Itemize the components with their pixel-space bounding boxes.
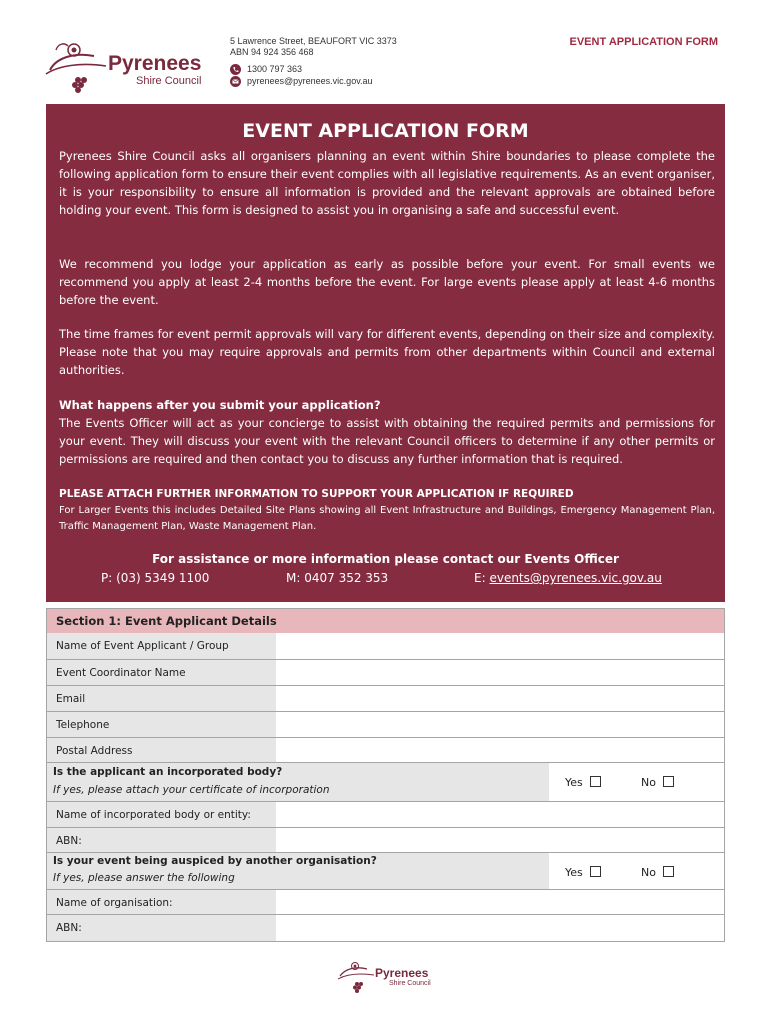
incorporated-row [46, 763, 725, 802]
incorporated-yes[interactable]: Yes [565, 776, 601, 789]
info-banner [46, 104, 725, 602]
postal-label: Postal Address [56, 745, 133, 757]
postal-field[interactable] [276, 738, 725, 762]
checkbox-icon[interactable] [663, 866, 674, 877]
abn-label: ABN: [56, 835, 82, 847]
timeframe-paragraph: The time frames for event permit approvals will vary for different events, depending on their size and complexity. Please note that you may require approvals and permits from other departments within Council and external authorities. [59, 327, 715, 377]
incorporated-question: Is the applicant an incorporated body? [53, 766, 283, 778]
larger-events-paragraph: For Larger Events this includes Detailed Site Plans showing all Event Infrastructure and Buildings, Emergency Management Plan, Traffic Management Plan, Waste Management Plan. [59, 505, 715, 532]
email-field[interactable] [276, 686, 725, 711]
section1-form [46, 608, 725, 942]
grapevine-logo-icon [337, 960, 375, 996]
coordinator-row [46, 660, 725, 686]
address-line-1: 5 Lawrence Street, BEAUFORT VIC 3373 [230, 36, 397, 46]
checkbox-icon[interactable] [590, 776, 601, 787]
footer-logo-name: Pyrenees [375, 966, 429, 980]
logo-name: Pyrenees [108, 52, 202, 75]
officer-mobile: M: 0407 352 353 [286, 571, 389, 585]
auspice-question: Is your event being auspiced by another organisation? [53, 855, 377, 867]
auspice-no[interactable]: No [641, 866, 674, 879]
telephone-field[interactable] [276, 712, 725, 737]
incorporated-name-row [46, 802, 725, 828]
abn2-label: ABN: [56, 922, 82, 934]
footer-logo-subtitle: Shire Council [389, 980, 431, 987]
email-text: pyrenees@pyrenees.vic.gov.au [247, 76, 373, 86]
abn2-row [46, 915, 725, 942]
email-row [46, 686, 725, 712]
auspice-yes[interactable]: Yes [565, 866, 601, 879]
email-label: Email [56, 693, 86, 705]
org-name-field[interactable] [276, 890, 725, 914]
abn-row [46, 828, 725, 853]
org-name-row [46, 890, 725, 915]
org-name-label: Name of organisation: [56, 897, 173, 909]
grapevine-logo-icon [44, 40, 108, 98]
applicant-name-label: Name of Event Applicant / Group [56, 640, 229, 652]
after-submit-heading: What happens after you submit your application? [59, 398, 381, 412]
header-form-title: EVENT APPLICATION FORM [569, 36, 718, 48]
logo-subtitle: Shire Council [136, 75, 202, 87]
abn2-field[interactable] [276, 915, 725, 941]
auspice-row [46, 853, 725, 890]
email-icon [230, 76, 241, 87]
officer-email [474, 571, 662, 585]
applicant-name-field[interactable] [276, 633, 725, 659]
footer-logo [337, 960, 437, 996]
incorporated-no[interactable]: No [641, 776, 674, 789]
telephone-row [46, 712, 725, 738]
phone-text: 1300 797 363 [247, 64, 303, 74]
checkbox-icon[interactable] [663, 776, 674, 787]
incorporated-hint: If yes, please attach your certificate of incorporation [53, 784, 330, 796]
abn-line: ABN 94 924 356 468 [230, 47, 314, 57]
officer-phone: P: (03) 5349 1100 [101, 571, 210, 585]
phone-icon [230, 64, 241, 75]
section1-header [46, 608, 725, 634]
council-logo [44, 40, 214, 98]
auspice-hint: If yes, please answer the following [53, 872, 235, 884]
incorporated-name-label: Name of incorporated body or entity: [56, 809, 251, 821]
events-officer-paragraph: The Events Officer will act as your concierge to assist with obtaining the required permits and permissions for your event. They will discuss your event with the relevant Council officers to determine if any other permits or permissions are required and then contact you to discuss any further information that is required. [59, 416, 715, 466]
telephone-label: Telephone [56, 719, 110, 731]
postal-row [46, 738, 725, 763]
abn-field[interactable] [276, 828, 725, 852]
intro-paragraph: Pyrenees Shire Council asks all organisers planning an event within Shire boundaries to please complete the following application form to ensure their event complies with all legislative requirements. As an event organiser, it is your responsibility to ensure all information is provided and the relevant approvals are obtained before holding your event. This form is designed to assist you in organising a safe and successful event. [59, 149, 715, 217]
attach-heading: PLEASE ATTACH FURTHER INFORMATION TO SUPPORT YOUR APPLICATION IF REQUIRED [59, 488, 574, 500]
banner-title: EVENT APPLICATION FORM [242, 120, 529, 142]
coordinator-label: Event Coordinator Name [56, 667, 186, 679]
lodge-paragraph: We recommend you lodge your application as early as possible before your event. For small events we recommend you apply at least 2-4 months before the event. For large events please apply at least 4-6 months before the event. [59, 257, 715, 307]
officer-email-link[interactable]: events@pyrenees.vic.gov.au [489, 571, 662, 585]
incorporated-name-field[interactable] [276, 802, 725, 827]
checkbox-icon[interactable] [590, 866, 601, 877]
applicant-name-row [46, 633, 725, 660]
coordinator-field[interactable] [276, 660, 725, 685]
section1-title: Section 1: Event Applicant Details [56, 614, 277, 628]
officer-email-prefix: E: [474, 571, 490, 585]
assist-heading: For assistance or more information please contact our Events Officer [152, 552, 619, 566]
